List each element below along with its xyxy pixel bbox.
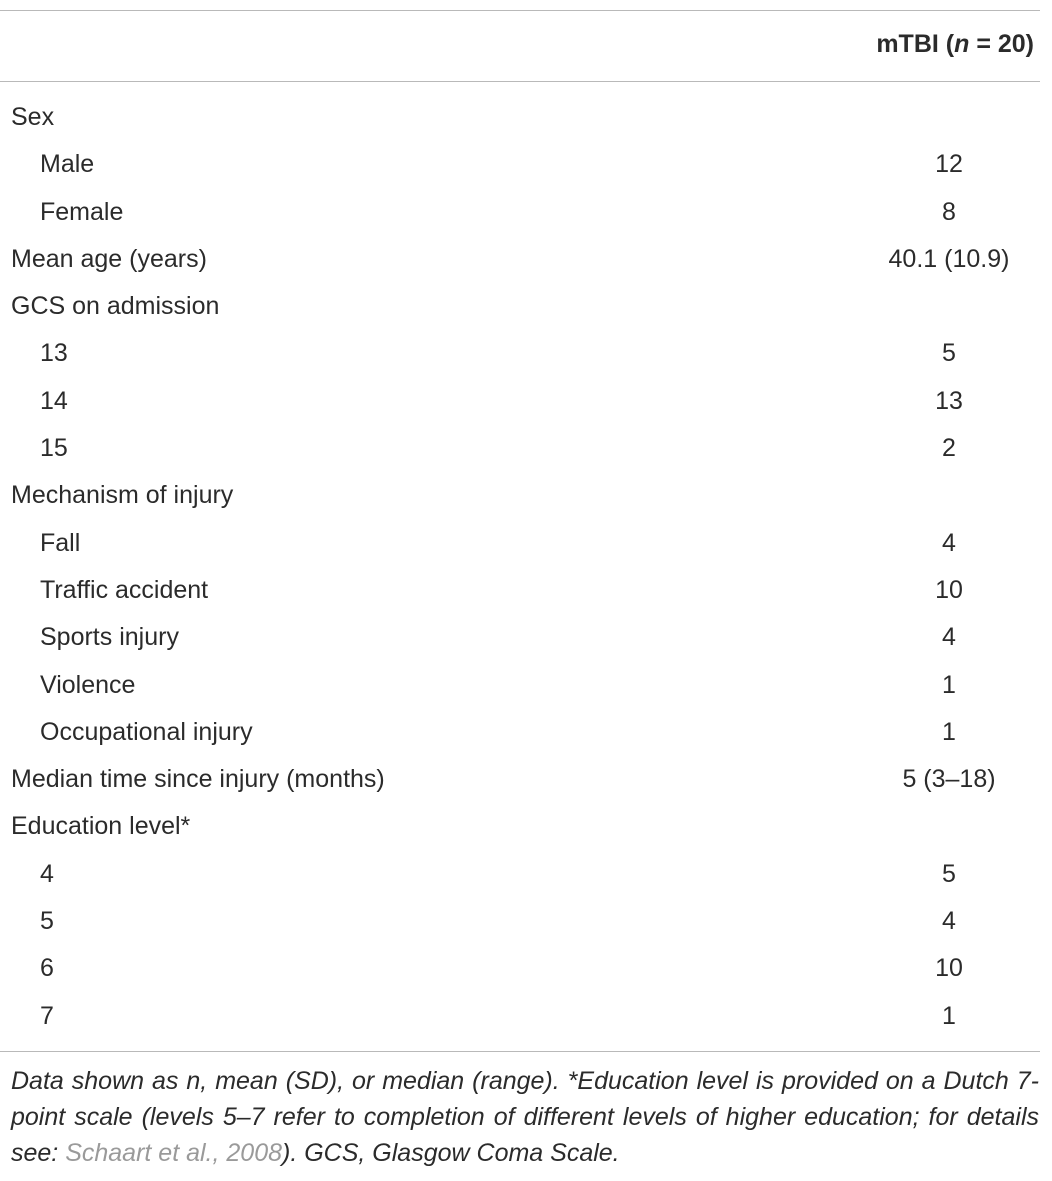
table-row <box>0 898 1052 945</box>
table-row <box>0 803 1052 850</box>
table-bottom-rule <box>0 1051 1040 1052</box>
row-label: 15 <box>40 434 68 463</box>
row-label: Female <box>40 197 124 226</box>
table-row <box>0 709 1052 756</box>
table-footnote <box>11 1063 1039 1171</box>
row-value: 10 <box>935 575 963 604</box>
row-value: 5 (3–18) <box>902 765 996 794</box>
row-value: 4 <box>942 907 956 936</box>
row-label: Sex <box>11 103 55 131</box>
row-value: 10 <box>935 954 963 983</box>
row-label: Fall <box>40 528 81 557</box>
table-header-rule <box>0 81 1040 82</box>
row-value: 12 <box>935 150 963 179</box>
row-label: 13 <box>40 339 68 368</box>
table-row <box>0 472 1052 519</box>
row-value: 4 <box>942 623 956 652</box>
table-row <box>0 662 1052 709</box>
row-value: 5 <box>942 859 956 888</box>
table-row <box>0 567 1052 614</box>
table-top-rule <box>0 10 1040 11</box>
row-label: 7 <box>40 1001 54 1030</box>
row-label: Traffic accident <box>40 575 209 604</box>
row-label: Sports injury <box>40 623 179 652</box>
row-label: Mean age (years) <box>11 244 207 273</box>
table-row <box>0 236 1052 283</box>
row-label: 4 <box>40 859 54 888</box>
row-value: 40.1 (10.9) <box>888 244 1010 273</box>
row-value: 1 <box>942 670 956 699</box>
table-row <box>0 520 1052 567</box>
row-value: 13 <box>935 386 963 415</box>
row-value: 8 <box>942 197 956 226</box>
table-row <box>0 614 1052 661</box>
row-label: Violence <box>40 670 136 699</box>
table-row <box>0 945 1052 992</box>
header-suffix: = 20) <box>969 30 1034 58</box>
table-row <box>0 425 1052 472</box>
row-value: 1 <box>942 1001 956 1030</box>
header-prefix: mTBI ( <box>876 30 955 58</box>
table-row <box>0 141 1052 188</box>
row-label: 5 <box>40 907 54 936</box>
table-row <box>0 993 1052 1040</box>
table-body <box>0 94 1052 1040</box>
footnote-text-before: Data shown as n, mean (SD), or median (range). *Education level is provided on a Dutch 7-point scale (levels 5–7 refer to completion of different levels of higher education; for details see: <box>11 1067 1039 1167</box>
row-value: 1 <box>942 717 956 746</box>
row-label: Median time since injury (months) <box>11 765 385 794</box>
table-row <box>0 851 1052 898</box>
row-value: 4 <box>942 528 956 557</box>
table-row <box>0 94 1052 141</box>
row-label: Education level* <box>11 812 191 841</box>
row-value: 5 <box>942 339 956 368</box>
table-row <box>0 283 1052 330</box>
row-label: 6 <box>40 954 54 983</box>
row-label: 14 <box>40 386 68 415</box>
row-label: GCS on admission <box>11 292 220 321</box>
table-row <box>0 330 1052 377</box>
row-label: Male <box>40 150 95 179</box>
citation-link[interactable]: Schaart et al., 2008 <box>65 1139 283 1167</box>
table-row <box>0 189 1052 236</box>
footnote-text-after: ). GCS, Glasgow Coma Scale. <box>282 1139 620 1167</box>
row-label: Mechanism of injury <box>11 481 234 510</box>
header-n: n <box>954 30 970 58</box>
row-label: Occupational injury <box>40 717 253 746</box>
table-row <box>0 378 1052 425</box>
column-header-mtbi <box>876 30 1034 59</box>
row-value: 2 <box>942 434 956 463</box>
table-row <box>0 756 1052 803</box>
